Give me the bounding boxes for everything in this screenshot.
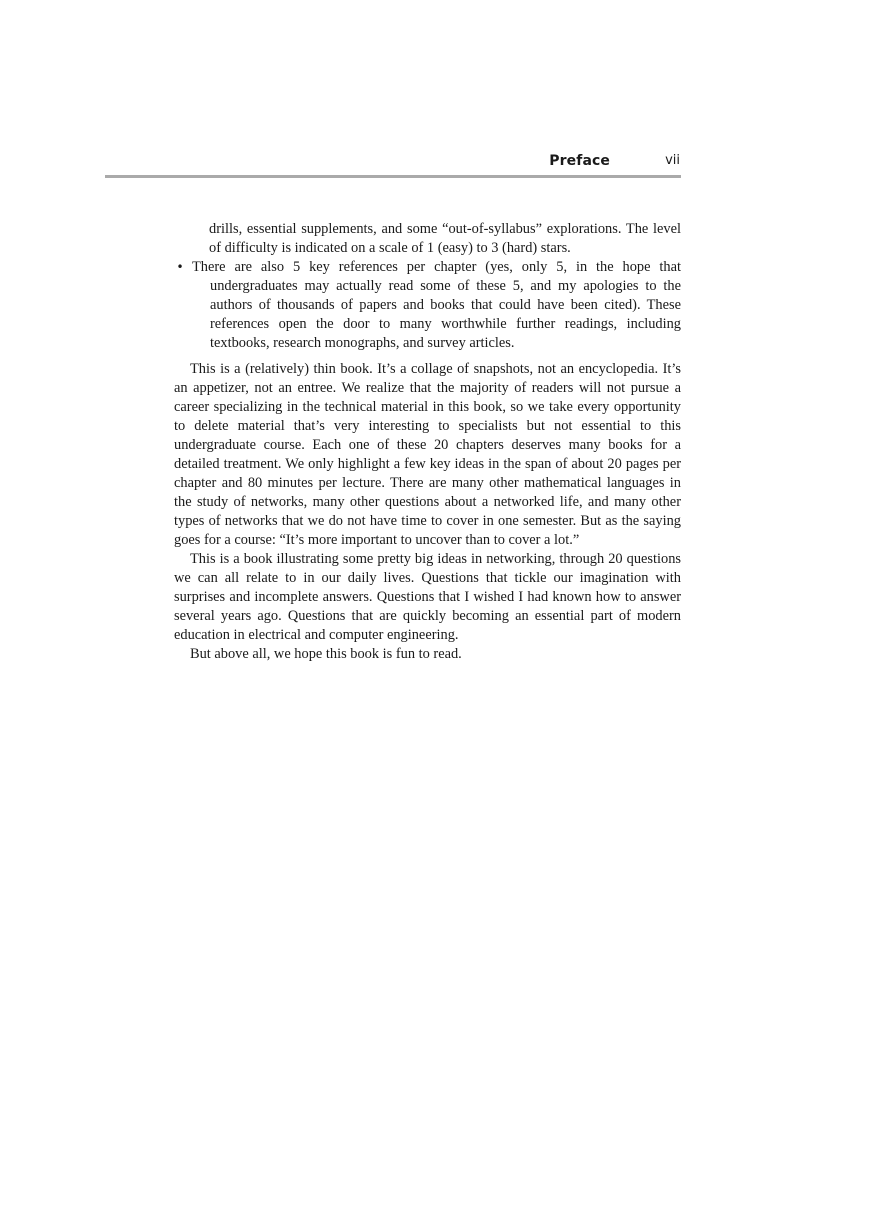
paragraph: This is a book illustrating some pretty big ideas in networking, through 20 questions we can all relate to in our daily lives. Questions that tickle our imagination with surprises and incomplete answers. Questions that I wished I had known how to answer several years ago. Questions that are quickly becoming an essential part of modern education in electrical and computer engineering. bbox=[174, 551, 681, 643]
list-item-text: There are also 5 key references per chapter (yes, only 5, in the hope that undergraduates may actually read some of these 5, and my apologies to the authors of thousands of papers and books that could have been cited). These references open the door to many worthwhile further readings, including textbooks, research monographs, and survey articles. bbox=[192, 259, 681, 351]
running-head bbox=[105, 150, 681, 172]
bullet-icon: • bbox=[176, 260, 184, 274]
bullet-list bbox=[174, 220, 681, 353]
paragraph: This is a (relatively) thin book. It’s a collage of snapshots, not an encyclopedia. It’s an appetizer, not an entree. We realize that the majority of readers will not pursue a career specializing in the technical material in this book, so we take every opportunity to delete material that’s very interesting to specialists but not essential to this undergraduate course. Each one of these 20 chapters deserves many books for a detailed treatment. We only highlight a few key ideas in the span of about 20 pages per chapter and 80 minutes per lecture. There are many other mathematical languages in the study of networks, many other questions about a networked life, and many other types of networks that we do not have time to cover in one semester. But as the saying goes for a course: “It’s more important to uncover than to cover a lot.” bbox=[174, 361, 681, 548]
list-item bbox=[174, 258, 681, 353]
page-number: vii bbox=[665, 153, 680, 168]
list-item-continuation bbox=[174, 220, 681, 258]
body-text bbox=[174, 220, 681, 664]
chapter-title: Preface bbox=[549, 153, 610, 169]
header-rule bbox=[105, 175, 681, 178]
paragraph: But above all, we hope this book is fun to read. bbox=[190, 646, 462, 662]
list-item-text: drills, essential supplements, and some “out-of-syllabus” explorations. The level of difficulty is indicated on a scale of 1 (easy) to 3 (hard) stars. bbox=[209, 221, 681, 256]
